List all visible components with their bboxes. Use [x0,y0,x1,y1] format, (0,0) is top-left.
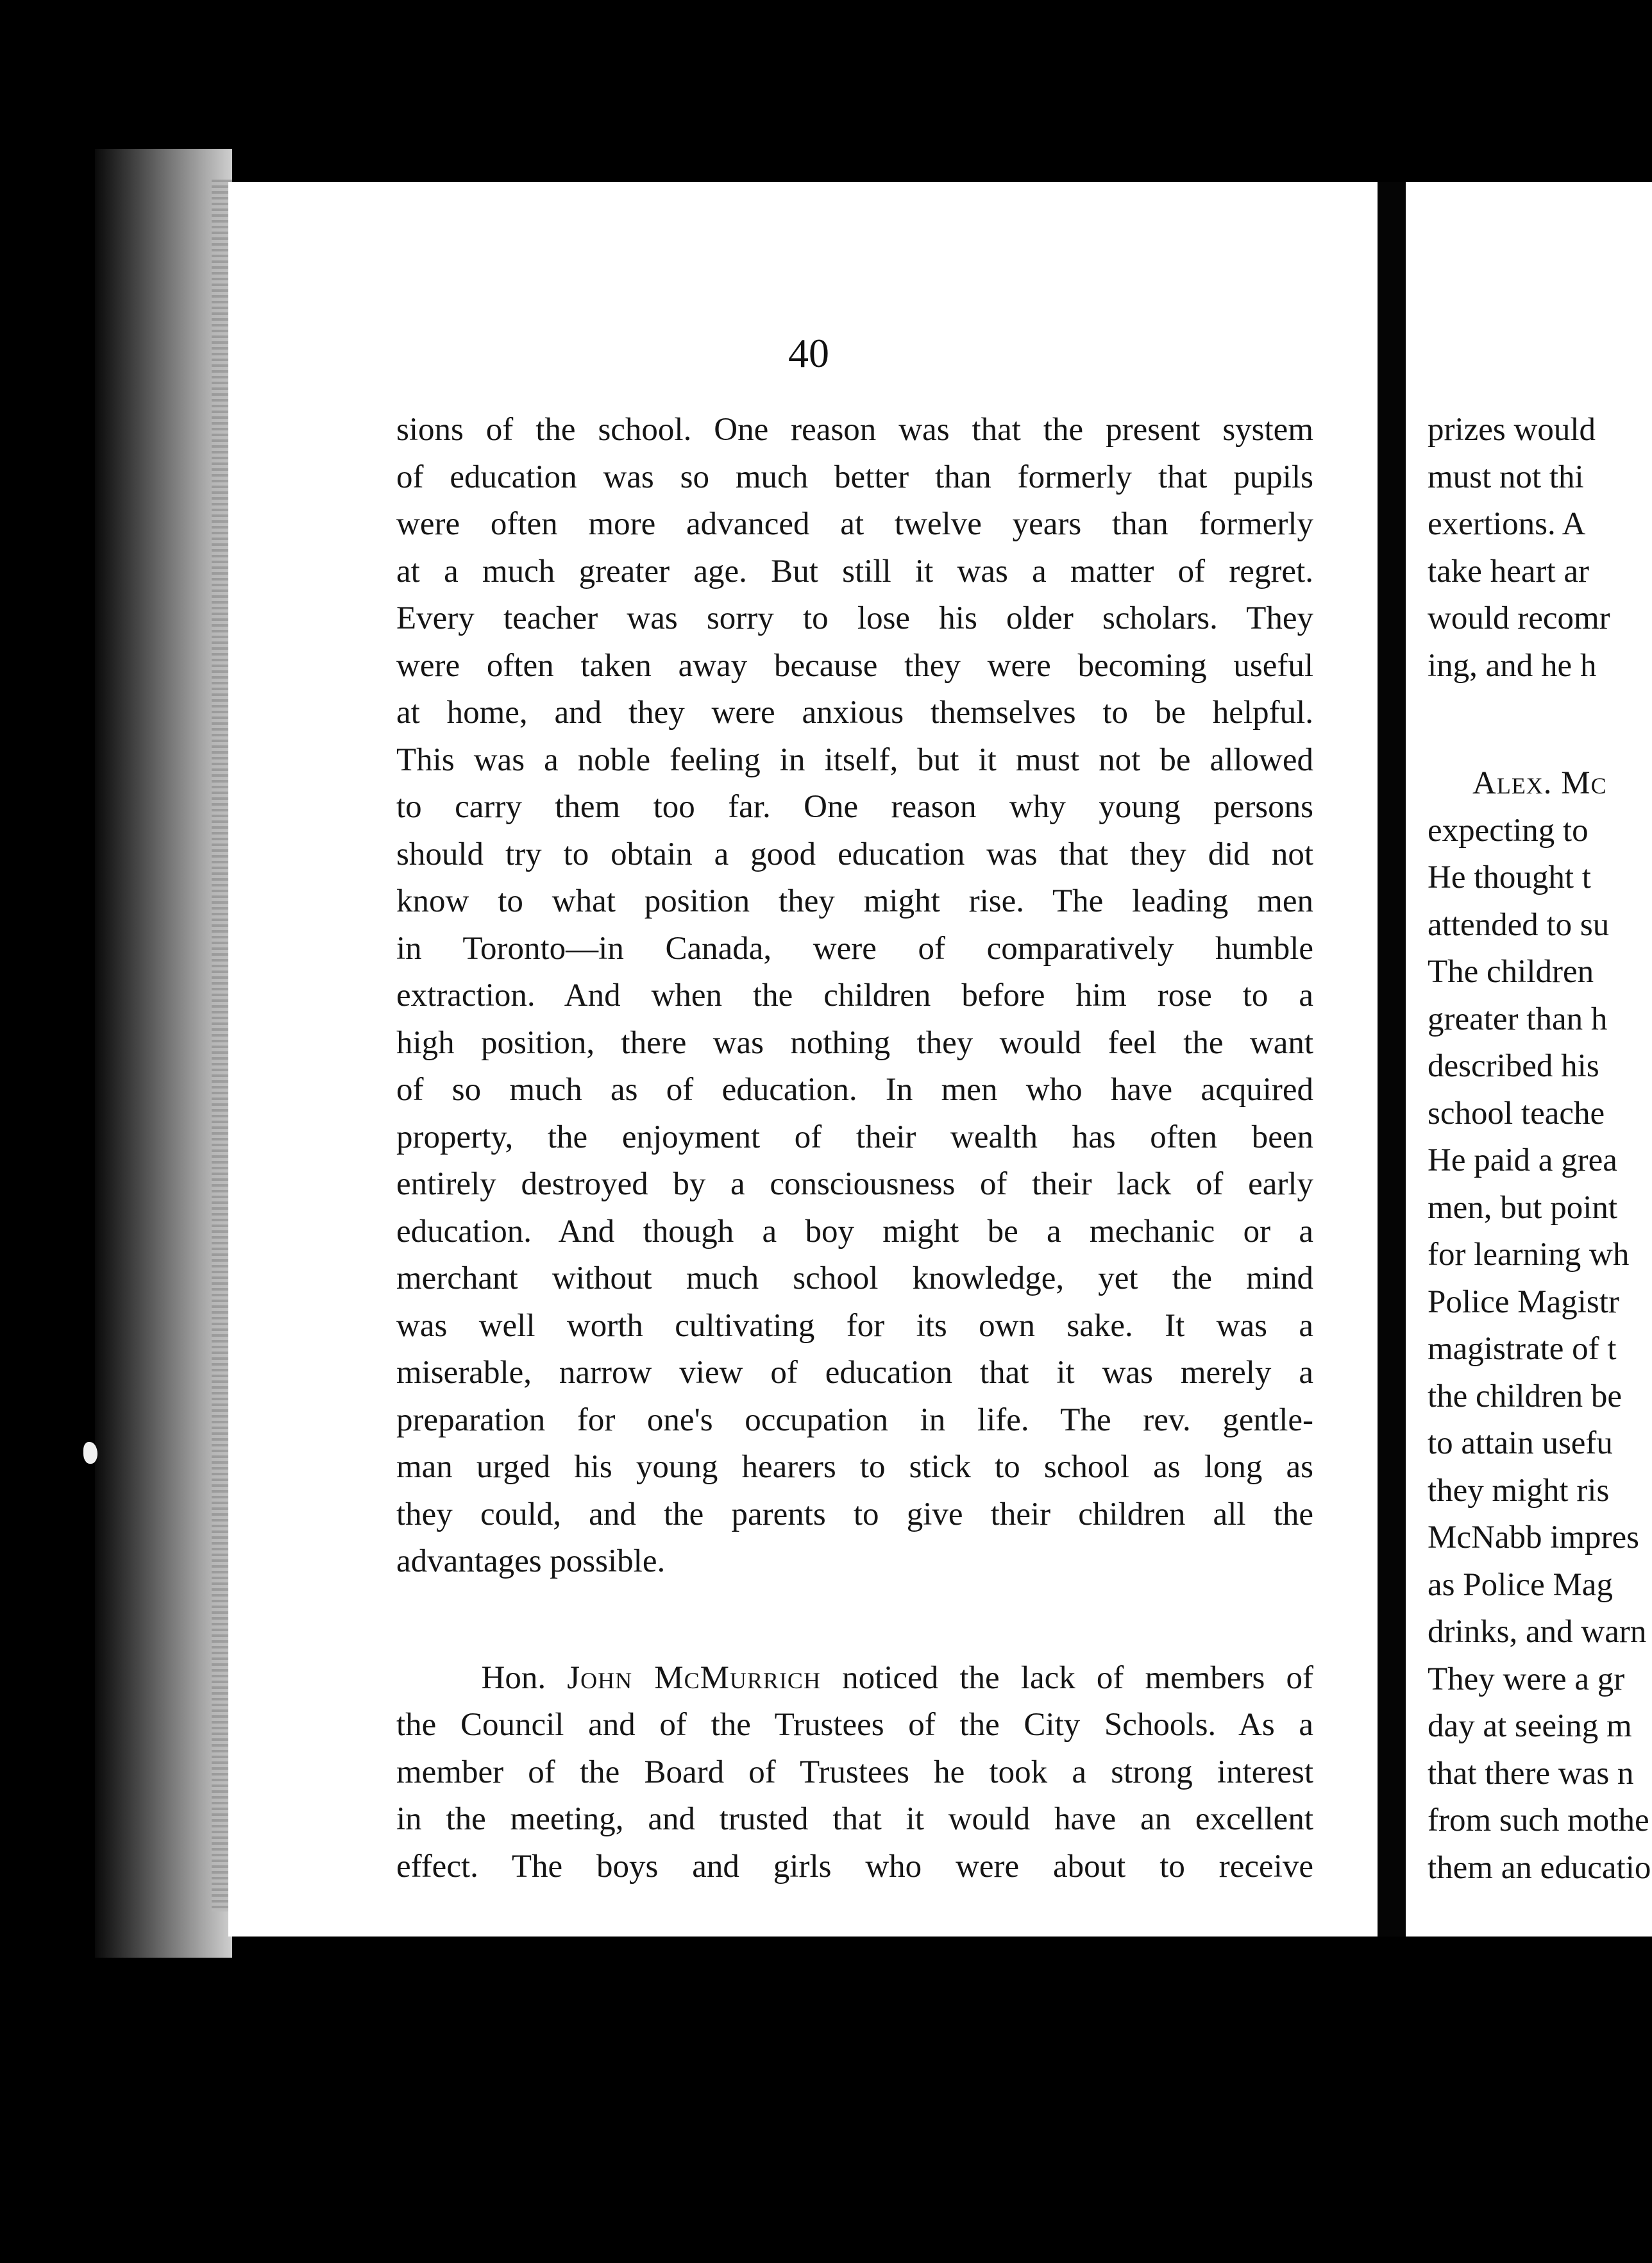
facing-text-line: would recomr [1428,600,1610,636]
text-line: were often more advanced at twelve years than formerly [396,506,1313,542]
facing-page-body [1428,407,1652,1892]
text-line: in Toronto—in Canada, were of comparatively humble [396,930,1313,967]
facing-text-line: Police Magistr [1428,1284,1619,1320]
left-page [228,182,1389,1937]
paragraph-opening-line [396,1655,1313,1702]
facing-text-line: as Police Mag [1428,1566,1613,1603]
text-line: merchant without much school knowledge, yet the mind [396,1260,1313,1296]
facing-text-line: the children be [1428,1378,1622,1414]
text-line: education. And though a boy might be a mechanic or a [396,1213,1313,1250]
opening-line-rest: noticed the lack of members of [842,1659,1314,1696]
page-body [396,407,1313,1890]
facing-text-line: drinks, and warn [1428,1614,1647,1650]
text-line: Every teacher was sorry to lose his older scholars. They [396,600,1313,636]
text-line: preparation for one's occupation in life. The rev. gentle- [396,1402,1313,1438]
facing-text-line: They were a gr [1428,1661,1625,1697]
facing-text-line: McNabb impres [1428,1520,1640,1555]
text-line: were often taken away because they were becoming useful [396,647,1313,684]
text-line: of so much as of education. In men who have acquired [396,1072,1313,1108]
text-line: man urged his young hearers to stick to school as long as [396,1449,1313,1485]
text-line: at home, and they were anxious themselves to be helpful. [396,695,1313,731]
facing-text-line: school teache [1428,1095,1605,1132]
scan-speck [83,1442,97,1464]
facing-text-line: from such mothe [1428,1802,1649,1838]
text-line: to carry them too far. One reason why young persons [396,789,1313,825]
paragraph-gap [1428,690,1652,760]
text-line: extraction. And when the children before him rose to a [396,978,1313,1013]
text-line: miserable, narrow view of education that it was merely a [396,1355,1313,1391]
facing-text-line: exertions. A [1428,506,1586,542]
facing-text-line: to attain usefu [1428,1425,1613,1461]
facing-text-line: men, but point [1428,1189,1618,1226]
paragraph-gap [396,1586,1313,1655]
text-line: sions of the school. One reason was that the present system [396,412,1313,448]
facing-text-line: He thought t [1428,860,1591,895]
facing-text-line: greater than h [1428,1001,1608,1037]
text-line: entirely destroyed by a consciousness of their lack of early [396,1166,1313,1202]
text-line: should try to obtain a good education was that they did not [396,836,1313,872]
text-line: in the meeting, and trusted that it would have an excellent [396,1801,1313,1837]
facing-text-line: expecting to [1428,812,1589,849]
text-line: at a much greater age. But still it was a matter of regret. [396,553,1313,589]
text-line: high position, there was nothing they would feel the want [396,1024,1313,1061]
speaker-name: John McMurrich [567,1659,821,1696]
facing-text-line: must not thi [1428,459,1584,495]
facing-text-line: magistrate of t [1428,1331,1617,1367]
text-line: effect. The boys and girls who were about to receive [396,1848,1313,1885]
facing-text-line: ing, and he h [1428,647,1597,684]
facing-text-line: prizes would [1428,412,1596,448]
facing-text-line: that there was n [1428,1755,1634,1792]
speaker-title: Hon. [481,1659,546,1696]
text-line: know to what position they might rise. The leading men [396,883,1313,919]
facing-text-line: attended to su [1428,906,1610,943]
text-line: property, the enjoyment of their wealth has often been [396,1119,1313,1155]
text-line: was well worth cultivating for its own sake. It was a [396,1307,1313,1344]
facing-text-line: day at seeing m [1428,1708,1632,1744]
text-line: advantages possible. [396,1543,666,1579]
text-line: the Council and of the Trustees of the City Schools. As a [396,1707,1313,1743]
facing-text-line: them an educatio [1428,1849,1651,1886]
facing-text-line: take heart ar [1428,553,1589,589]
facing-text-line: described his [1428,1048,1599,1084]
facing-text-line: for learning wh [1428,1237,1630,1273]
facing-speaker: Alex. Mc [1472,765,1607,801]
text-line: they could, and the parents to give their children all the [396,1496,1313,1532]
text-line: member of the Board of Trustees he took a strong interest [396,1754,1313,1790]
facing-text-line: they might ris [1428,1472,1610,1509]
text-line: of education was so much better than formerly that pupils [396,459,1313,495]
text-line: This was a noble feeling in itself, but it must not be allowed [396,742,1313,778]
facing-text-line: The children [1428,954,1594,990]
page-number: 40 [788,330,829,376]
facing-text-line: He paid a grea [1428,1142,1617,1178]
facing-page [1378,182,1652,1937]
